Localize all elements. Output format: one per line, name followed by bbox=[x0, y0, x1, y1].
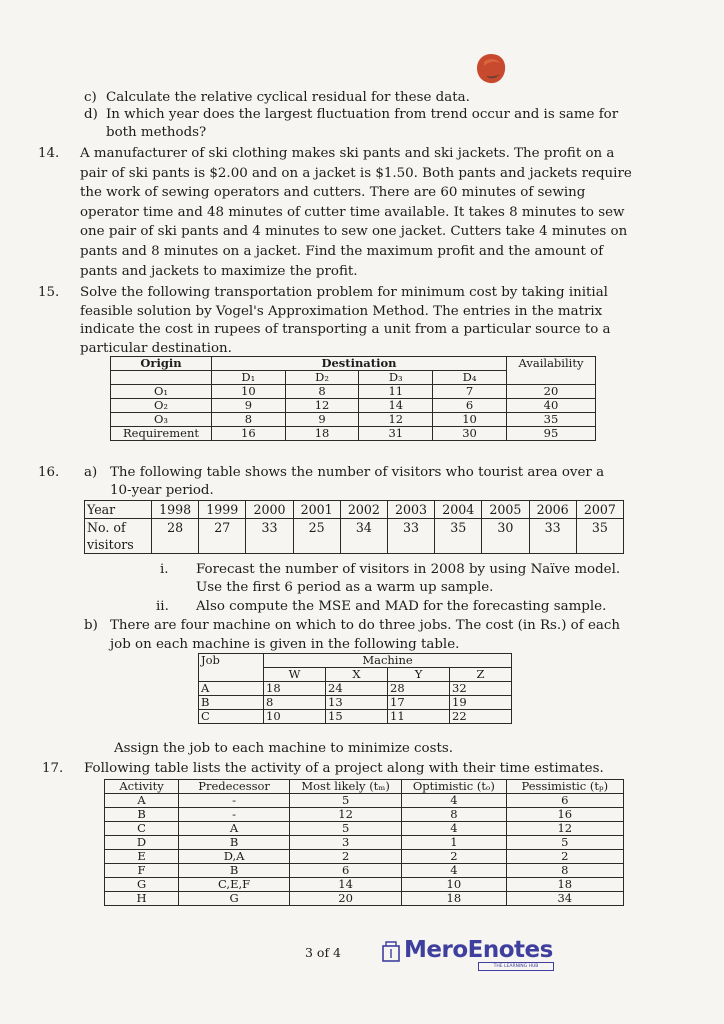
column-header: Most likely (tₘ) bbox=[290, 780, 402, 794]
availability-cell: 95 bbox=[507, 427, 596, 441]
cell: - bbox=[179, 808, 290, 822]
q14-line: pants and jackets to maximize the profit. bbox=[80, 263, 358, 279]
column-header: Activity bbox=[105, 780, 179, 794]
cell: 14 bbox=[359, 399, 433, 413]
dest-col-header: D₃ bbox=[359, 371, 433, 385]
year-header: Year bbox=[85, 501, 152, 519]
logo-part-1: Mero bbox=[404, 937, 468, 963]
cell: 9 bbox=[285, 413, 359, 427]
q13-d-text-2: both methods? bbox=[106, 125, 207, 140]
question-number-14: 14. bbox=[38, 146, 60, 161]
cell: 8 bbox=[402, 808, 506, 822]
cell: 2 bbox=[506, 850, 623, 864]
cell: 13 bbox=[326, 696, 388, 710]
q15-line: Solve the following transportation problem for minimum cost by taking initial bbox=[80, 285, 608, 300]
year-cell: 2007 bbox=[576, 501, 623, 519]
column-header: Pessimistic (tₚ) bbox=[506, 780, 623, 794]
cell: 16 bbox=[506, 808, 623, 822]
cell: 5 bbox=[290, 794, 402, 808]
column-header: Optimistic (tₒ) bbox=[402, 780, 506, 794]
dest-col-header: D₂ bbox=[285, 371, 359, 385]
cell: 12 bbox=[506, 822, 623, 836]
machine-header: Machine bbox=[264, 654, 512, 668]
table-row bbox=[105, 794, 624, 808]
book-icon bbox=[382, 941, 400, 963]
job-label: A bbox=[199, 682, 264, 696]
destination-header: Destination bbox=[212, 357, 507, 371]
year-cell: 1999 bbox=[199, 501, 246, 519]
cell: 18 bbox=[264, 682, 326, 696]
q16-b-text-1: There are four machine on which to do three jobs. The cost (in Rs.) of each bbox=[110, 618, 620, 633]
table-row bbox=[199, 710, 512, 724]
cell: 12 bbox=[285, 399, 359, 413]
row-label: O₂ bbox=[111, 399, 212, 413]
table-row bbox=[199, 682, 512, 696]
visitor-cell: 33 bbox=[246, 519, 293, 554]
visitor-cell: 35 bbox=[576, 519, 623, 554]
cell: 24 bbox=[326, 682, 388, 696]
cell: F bbox=[105, 864, 179, 878]
visitors-table bbox=[84, 500, 624, 554]
table-row bbox=[105, 878, 624, 892]
q14-line: A manufacturer of ski clothing makes ski pants and ski jackets. The profit on a bbox=[80, 146, 615, 161]
job-label: C bbox=[199, 710, 264, 724]
table-row bbox=[85, 519, 624, 554]
visitor-cell: 28 bbox=[152, 519, 199, 554]
visitor-cell: 33 bbox=[387, 519, 434, 554]
origin-header: Origin bbox=[111, 357, 212, 371]
cell: 8 bbox=[285, 385, 359, 399]
cell: 6 bbox=[506, 794, 623, 808]
cell: D,A bbox=[179, 850, 290, 864]
visitor-cell: 34 bbox=[340, 519, 387, 554]
cell: 8 bbox=[264, 696, 326, 710]
dest-col-header: D₄ bbox=[433, 371, 507, 385]
cell: 3 bbox=[290, 836, 402, 850]
cell: B bbox=[179, 836, 290, 850]
year-cell: 2005 bbox=[482, 501, 529, 519]
cell: 4 bbox=[402, 864, 506, 878]
machine-col-header: Y bbox=[388, 668, 450, 682]
q17-text: Following table lists the activity of a project along with their time estimates. bbox=[84, 761, 604, 776]
cell: 6 bbox=[433, 399, 507, 413]
year-cell: 2000 bbox=[246, 501, 293, 519]
item-label-i: i. bbox=[160, 562, 169, 577]
cell: D bbox=[105, 836, 179, 850]
visitor-cell: 25 bbox=[293, 519, 340, 554]
q16-b-text-2: job on each machine is given in the following table. bbox=[110, 637, 460, 652]
cell: C bbox=[105, 822, 179, 836]
visitor-cell: 27 bbox=[199, 519, 246, 554]
column-header: Predecessor bbox=[179, 780, 290, 794]
cell: 19 bbox=[450, 696, 512, 710]
visitor-cell: 35 bbox=[435, 519, 482, 554]
question-number-16: 16. bbox=[38, 465, 60, 480]
cell: 10 bbox=[402, 878, 506, 892]
q16-a-text-2: 10-year period. bbox=[110, 483, 214, 498]
cell: 11 bbox=[388, 710, 450, 724]
table-row bbox=[105, 850, 624, 864]
cell: 18 bbox=[506, 878, 623, 892]
row-label: Requirement bbox=[111, 427, 212, 441]
cell: 17 bbox=[388, 696, 450, 710]
visitors-header-line2: visitors bbox=[87, 537, 134, 552]
visitors-header bbox=[85, 519, 152, 554]
question-number-17: 17. bbox=[42, 761, 64, 776]
cell: 20 bbox=[290, 892, 402, 906]
year-cell: 2004 bbox=[435, 501, 482, 519]
cell: - bbox=[179, 794, 290, 808]
cell: 4 bbox=[402, 822, 506, 836]
table-row bbox=[105, 822, 624, 836]
machine-col-header: X bbox=[326, 668, 388, 682]
table-row bbox=[111, 427, 596, 441]
machine-col-header: Z bbox=[450, 668, 512, 682]
cell: 8 bbox=[506, 864, 623, 878]
item-label-c: c) bbox=[84, 90, 97, 105]
q15-line: feasible solution by Vogel's Approximation Method. The entries in the matrix bbox=[80, 303, 603, 319]
machine-col-header: W bbox=[264, 668, 326, 682]
cell: 14 bbox=[290, 878, 402, 892]
cell: 9 bbox=[212, 399, 286, 413]
q13-c-text: Calculate the relative cyclical residual for these data. bbox=[106, 90, 470, 105]
visitors-header-line1: No. of bbox=[87, 520, 126, 535]
table-row bbox=[199, 696, 512, 710]
logo-wordmark bbox=[404, 937, 553, 963]
cell: 1 bbox=[402, 836, 506, 850]
q16-i-text-2: Use the first 6 period as a warm up sample. bbox=[196, 580, 494, 595]
table-row bbox=[111, 385, 596, 399]
cell: E bbox=[105, 850, 179, 864]
cell: 12 bbox=[359, 413, 433, 427]
cell: A bbox=[105, 794, 179, 808]
cell: 22 bbox=[450, 710, 512, 724]
job-machine-table bbox=[198, 653, 512, 724]
job-header: Job bbox=[199, 654, 264, 682]
cell: 8 bbox=[212, 413, 286, 427]
cell: G bbox=[105, 878, 179, 892]
item-label-ii: ii. bbox=[156, 599, 169, 614]
visitor-cell: 33 bbox=[529, 519, 576, 554]
logo-tagline: THE LEARNING HUB bbox=[478, 962, 554, 971]
logo-part-2: Enotes bbox=[467, 937, 553, 963]
cell: 7 bbox=[433, 385, 507, 399]
q14-line: operator time and 48 minutes of cutter time available. It takes 8 minutes to sew bbox=[80, 204, 625, 220]
year-cell: 2006 bbox=[529, 501, 576, 519]
cell: H bbox=[105, 892, 179, 906]
table-row bbox=[105, 864, 624, 878]
q14-line: pair of ski pants is $2.00 and on a jacket is $1.50. Both pants and jackets require bbox=[80, 165, 632, 181]
availability-header: Availability bbox=[507, 357, 596, 385]
table-row bbox=[111, 399, 596, 413]
cell: C,E,F bbox=[179, 878, 290, 892]
cell: 6 bbox=[290, 864, 402, 878]
cell: B bbox=[179, 864, 290, 878]
q16-i-text-1: Forecast the number of visitors in 2008 by using Naïve model. bbox=[196, 562, 621, 577]
job-label: B bbox=[199, 696, 264, 710]
item-label-b: b) bbox=[84, 618, 98, 633]
table-row bbox=[105, 836, 624, 850]
origin-blank bbox=[111, 371, 212, 385]
year-cell: 2001 bbox=[293, 501, 340, 519]
cell: 5 bbox=[506, 836, 623, 850]
meroenotes-logo bbox=[380, 935, 556, 973]
cell: B bbox=[105, 808, 179, 822]
q16-assign-text: Assign the job to each machine to minimize costs. bbox=[114, 741, 454, 756]
year-cell: 2002 bbox=[340, 501, 387, 519]
q14-line: one pair of ski pants and 4 minutes to sew one jacket. Cutters take 4 minutes on bbox=[80, 224, 628, 240]
cell: 18 bbox=[402, 892, 506, 906]
table-row bbox=[85, 501, 624, 519]
page-number: 3 of 4 bbox=[305, 945, 342, 960]
item-label-a: a) bbox=[84, 465, 98, 480]
row-label: O₁ bbox=[111, 385, 212, 399]
q15-line: indicate the cost in rupees of transporting a unit from a particular source to a bbox=[80, 322, 611, 338]
q14-line: the work of sewing operators and cutters. There are 60 minutes of sewing bbox=[80, 185, 586, 201]
q16-ii-text: Also compute the MSE and MAD for the forecasting sample. bbox=[196, 599, 607, 614]
cell: 2 bbox=[290, 850, 402, 864]
year-cell: 1998 bbox=[152, 501, 199, 519]
q15-line: particular destination. bbox=[80, 340, 232, 356]
cell: 10 bbox=[433, 413, 507, 427]
dest-col-header: D₁ bbox=[212, 371, 286, 385]
table-row bbox=[105, 892, 624, 906]
cell: 31 bbox=[359, 427, 433, 441]
visitor-cell: 30 bbox=[482, 519, 529, 554]
cell: 10 bbox=[212, 385, 286, 399]
cell: 10 bbox=[264, 710, 326, 724]
cell: 11 bbox=[359, 385, 433, 399]
cell: 34 bbox=[506, 892, 623, 906]
cell: A bbox=[179, 822, 290, 836]
q13-d-text-1: In which year does the largest fluctuation from trend occur and is same for bbox=[106, 107, 619, 122]
cell: 18 bbox=[285, 427, 359, 441]
cell: 30 bbox=[433, 427, 507, 441]
q14-line: pants and 8 minutes on a jacket. Find the maximum profit and the amount of bbox=[80, 244, 604, 259]
row-label: O₃ bbox=[111, 413, 212, 427]
cell: 2 bbox=[402, 850, 506, 864]
question-number-15: 15. bbox=[38, 285, 60, 300]
table-row bbox=[105, 808, 624, 822]
availability-cell: 40 bbox=[507, 399, 596, 413]
cell: 5 bbox=[290, 822, 402, 836]
q16-a-text-1: The following table shows the number of visitors who tourist area over a bbox=[110, 465, 605, 480]
cell: 12 bbox=[290, 808, 402, 822]
availability-cell: 20 bbox=[507, 385, 596, 399]
year-cell: 2003 bbox=[387, 501, 434, 519]
transportation-table bbox=[110, 356, 596, 441]
cell: 15 bbox=[326, 710, 388, 724]
activity-table bbox=[104, 779, 624, 906]
red-ink-blot bbox=[474, 52, 508, 86]
table-row bbox=[111, 413, 596, 427]
cell: G bbox=[179, 892, 290, 906]
cell: 4 bbox=[402, 794, 506, 808]
item-label-d: d) bbox=[84, 107, 98, 122]
cell: 16 bbox=[212, 427, 286, 441]
cell: 28 bbox=[388, 682, 450, 696]
availability-cell: 35 bbox=[507, 413, 596, 427]
cell: 32 bbox=[450, 682, 512, 696]
table-header-row bbox=[105, 780, 624, 794]
